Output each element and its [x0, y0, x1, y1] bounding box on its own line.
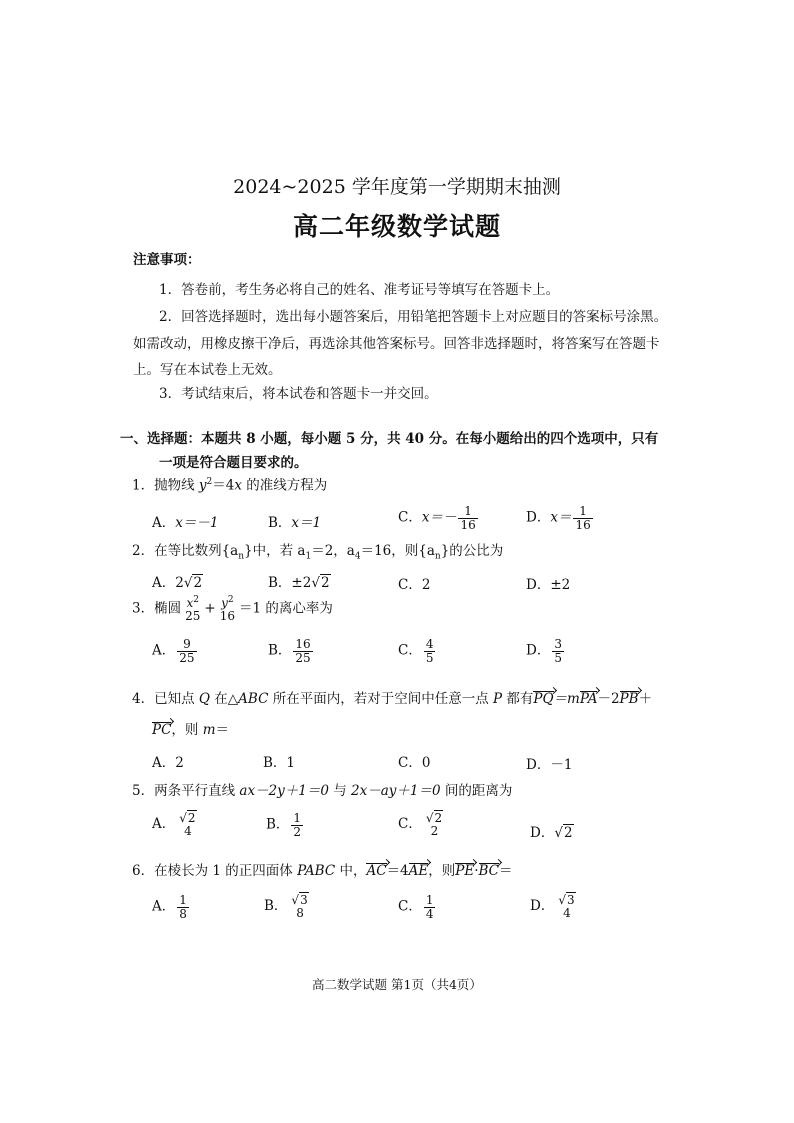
- vector: AE: [408, 863, 429, 879]
- option-label: B．: [266, 816, 290, 833]
- stem-text: 抛物线: [154, 477, 199, 494]
- frac-num: √3: [291, 893, 308, 907]
- dot-operator: ·: [474, 863, 479, 879]
- vector: PE: [455, 863, 475, 879]
- fraction: [573, 505, 592, 531]
- notes-item-3: 3．考试结束后，将本试卷和答题卡一并交回。: [159, 386, 438, 402]
- frac-num: √2: [425, 811, 443, 825]
- q2-option-c: [398, 573, 430, 593]
- vector: PA: [579, 691, 598, 707]
- stem-text: 与: [328, 783, 352, 799]
- notes-item-1: 1．答卷前，考生务必将自己的姓名、准考证号等填写在答题卡上。: [159, 282, 560, 298]
- q4-option-b: [263, 751, 295, 771]
- frac-den: 25: [185, 608, 201, 623]
- notes-heading: 注意事项：: [133, 252, 201, 268]
- var: Q: [198, 691, 210, 707]
- fraction: [177, 638, 196, 664]
- stem-text: 椭圆: [154, 600, 182, 617]
- q1-option-c: [398, 505, 480, 531]
- stem-text: 已知点: [154, 691, 199, 707]
- q6-option-b: [264, 894, 313, 919]
- page-footer: 高二数学试题 第1页（共4页）: [312, 977, 482, 992]
- stem-text: 所在平面内，若对于空间中任意一点: [268, 691, 493, 707]
- q3-option-a: [152, 638, 199, 664]
- notes-item-2-line-3: 上。写在本试卷上无效。: [133, 362, 282, 378]
- frac-den: 4: [425, 906, 434, 921]
- fraction: [552, 638, 564, 664]
- question-number: 6．: [132, 863, 155, 879]
- stem-text: }中，若 a: [244, 543, 306, 559]
- notes-item-2-line-1: 2．回答选择题时，选出每小题答案后，用铅笔把答题卡上对应题目的答案标号涂黑。: [159, 309, 668, 325]
- var: x: [234, 477, 242, 494]
- stem-text: ＝: [215, 722, 230, 738]
- question-2-stem: [132, 545, 503, 562]
- frac-den: 16: [219, 608, 235, 623]
- frac-den: 25: [295, 650, 311, 665]
- stem-text: 两条平行直线: [154, 783, 240, 799]
- section-1-heading-line-1: 一、选择题：本题共 8 小题，每小题 5 分，共 40 分。在每小题给出的四个选项中，只有: [120, 431, 659, 447]
- frac-num: 1: [573, 505, 592, 519]
- q5-option-c: [398, 812, 447, 837]
- equation: ax－2y＋1＝0: [239, 783, 329, 799]
- frac-num: √2: [179, 811, 196, 825]
- fraction: [424, 894, 436, 920]
- option-label: B．: [264, 898, 288, 915]
- frac-den: 16: [460, 517, 476, 532]
- radicand: 2: [434, 811, 443, 825]
- frac-num: √3: [558, 893, 575, 907]
- q1-option-b: [268, 511, 321, 531]
- fraction: [177, 812, 198, 837]
- fraction: [424, 638, 436, 664]
- subscript: n: [238, 551, 245, 562]
- option-label: A．: [152, 575, 176, 591]
- sqrt: √2: [554, 825, 573, 841]
- stem-text: 中，: [335, 863, 367, 879]
- option-value: 2: [175, 755, 184, 771]
- question-number: 2．: [132, 543, 155, 559]
- frac-num: 3: [554, 637, 562, 651]
- option-label: A．: [152, 755, 176, 771]
- frac-den: 8: [179, 906, 187, 921]
- vector: PB: [619, 691, 639, 707]
- question-4-stem-line-1: [132, 693, 652, 707]
- question-number: 3．: [132, 600, 155, 617]
- frac-num: 1: [458, 505, 477, 519]
- option-value: 0: [421, 755, 431, 771]
- frac-num: 1: [425, 893, 434, 907]
- frac-den: 2: [430, 823, 439, 838]
- option-label: C．: [398, 509, 422, 526]
- frac-den: 4: [184, 823, 192, 838]
- fraction: [293, 638, 312, 664]
- fraction: [177, 894, 189, 920]
- eq-text: ＋: [638, 691, 653, 707]
- stem-text: ，则: [428, 863, 456, 879]
- exponent: 2: [206, 477, 213, 487]
- option-label: B．: [268, 575, 292, 591]
- fraction: [183, 596, 202, 622]
- exam-subtitle: 2024~2025 学年度第一学期期末抽测: [233, 176, 561, 198]
- exam-title: 高二年级数学试题: [292, 212, 501, 241]
- option-label: A．: [152, 898, 176, 915]
- option-label: A．: [152, 816, 176, 833]
- frac-num: [218, 596, 237, 610]
- option-label: D．: [530, 898, 555, 915]
- coef: ±2: [291, 575, 312, 591]
- option-value: x＝1: [291, 515, 322, 531]
- q4-option-d: [526, 753, 572, 773]
- q6-option-d: [530, 894, 580, 919]
- fraction: [289, 894, 310, 919]
- frac-num: 1: [293, 811, 302, 825]
- option-label: A．: [152, 642, 176, 659]
- radicand: 2: [187, 811, 196, 825]
- q3-option-d: [526, 638, 566, 664]
- option-label: D．: [526, 642, 551, 659]
- q5-option-b: [266, 812, 305, 838]
- option-label: A．: [152, 515, 176, 531]
- option-value: 2: [421, 577, 431, 593]
- vector: PC: [152, 722, 172, 738]
- option-value: x＝－: [421, 509, 457, 526]
- frac-num: 9: [177, 638, 196, 652]
- eq-text: ＝4: [212, 477, 235, 494]
- option-label: B．: [268, 642, 292, 659]
- stem-text: 间的距离为: [440, 783, 513, 799]
- eq-text: ＝4: [386, 863, 409, 879]
- plus-sign: +: [204, 600, 216, 617]
- frac-den: 5: [425, 650, 434, 665]
- option-value: x＝－1: [175, 515, 219, 531]
- question-number: 5．: [132, 783, 155, 799]
- option-label: C．: [398, 577, 422, 593]
- vector: AC: [366, 863, 387, 879]
- eq-text: ＝m: [553, 691, 580, 707]
- stem-text: 都有: [502, 691, 534, 707]
- option-value: －1: [550, 757, 573, 773]
- option-label: B．: [263, 755, 287, 771]
- option-label: D．: [526, 757, 551, 773]
- option-label: B．: [268, 515, 292, 531]
- q5-option-d: [530, 821, 574, 841]
- stem-text: ＝2，a: [311, 543, 355, 559]
- question-1-stem: [132, 478, 327, 493]
- option-label: D．: [530, 825, 555, 841]
- frac-num: 1: [179, 893, 187, 907]
- subscript: 1: [305, 551, 312, 562]
- fraction: [291, 812, 303, 838]
- radicand: 2: [563, 825, 573, 841]
- var: P: [493, 691, 503, 707]
- equation: 2x－ay＋1＝0: [351, 783, 441, 799]
- q3-option-c: [398, 638, 437, 664]
- frac-den: 25: [179, 650, 195, 665]
- sqrt: √2: [183, 575, 203, 591]
- option-label: D．: [526, 577, 551, 593]
- exponent: 2: [193, 595, 199, 605]
- question-number: 4．: [132, 691, 155, 707]
- frac-den: 5: [554, 650, 562, 665]
- fraction: [218, 596, 237, 622]
- stem-text: 在△: [209, 691, 239, 707]
- option-label: C．: [398, 755, 422, 771]
- stem-text: 的准线方程为: [241, 477, 328, 494]
- section-1-heading-line-2: 一项是符合题目要求的。: [159, 455, 308, 471]
- subscript: 4: [354, 551, 361, 562]
- question-3-stem: [132, 596, 333, 622]
- option-label: C．: [398, 898, 422, 915]
- q1-option-d: [526, 505, 595, 531]
- var: PABC: [297, 863, 336, 879]
- radicand: 2: [193, 575, 203, 591]
- question-6-stem: [132, 865, 513, 879]
- var: y: [198, 477, 207, 494]
- frac-den: 16: [575, 517, 591, 532]
- stem-text: ＝16，则{a: [360, 543, 435, 559]
- q5-option-a: [152, 812, 201, 837]
- stem-text: ＝1 的离心率为: [238, 600, 333, 617]
- stem-text: 在棱长为 1 的正四面体: [154, 863, 298, 879]
- q4-option-c: [398, 751, 430, 771]
- q2-option-d: [526, 573, 570, 593]
- q3-option-b: [268, 638, 315, 664]
- option-value: 1: [286, 755, 296, 771]
- question-4-stem-line-2: [152, 724, 229, 738]
- q4-option-a: [152, 751, 184, 771]
- eq-text: －2: [597, 691, 620, 707]
- vector: BC: [478, 863, 500, 879]
- fraction: [424, 812, 445, 837]
- option-value: x＝: [550, 509, 572, 526]
- frac-den: 4: [563, 905, 571, 920]
- fraction: [458, 505, 477, 531]
- q2-option-b: [268, 571, 331, 591]
- radicand: 3: [300, 893, 308, 907]
- radicand: 2: [320, 575, 330, 591]
- question-5-stem: [132, 785, 512, 799]
- var: x: [186, 596, 194, 610]
- frac-num: 4: [425, 637, 434, 651]
- exponent: 2: [227, 595, 234, 605]
- stem-text: }的公比为: [440, 543, 504, 559]
- question-number: 1．: [132, 477, 155, 494]
- stem-text: 在等比数列{a: [154, 543, 239, 559]
- q6-option-c: [398, 894, 437, 920]
- frac-den: 2: [293, 824, 302, 839]
- coef: 2: [175, 575, 184, 591]
- frac-num: 16: [295, 637, 311, 651]
- var: m: [202, 722, 216, 738]
- stem-text: ＝: [499, 863, 513, 879]
- radicand: 3: [566, 893, 575, 907]
- subscript: n: [434, 551, 441, 562]
- fraction: [556, 894, 577, 919]
- q6-option-a: [152, 894, 191, 920]
- var: y: [221, 596, 228, 610]
- q1-option-a: [152, 511, 218, 531]
- option-value: ±2: [550, 577, 571, 593]
- option-label: C．: [398, 816, 422, 833]
- frac-den: 8: [296, 905, 304, 920]
- frac-num: [183, 596, 202, 610]
- var: ABC: [238, 691, 269, 707]
- option-label: D．: [526, 509, 551, 526]
- q2-option-a: [152, 571, 203, 591]
- option-label: C．: [398, 642, 422, 659]
- vector: PQ: [533, 691, 554, 707]
- sqrt: √2: [311, 575, 330, 591]
- notes-item-2-line-2: 如需改动，用橡皮擦干净后，再选涂其他答案标号。回答非选择题时，将答案写在答题卡: [133, 336, 660, 352]
- stem-text: ，则: [171, 722, 203, 738]
